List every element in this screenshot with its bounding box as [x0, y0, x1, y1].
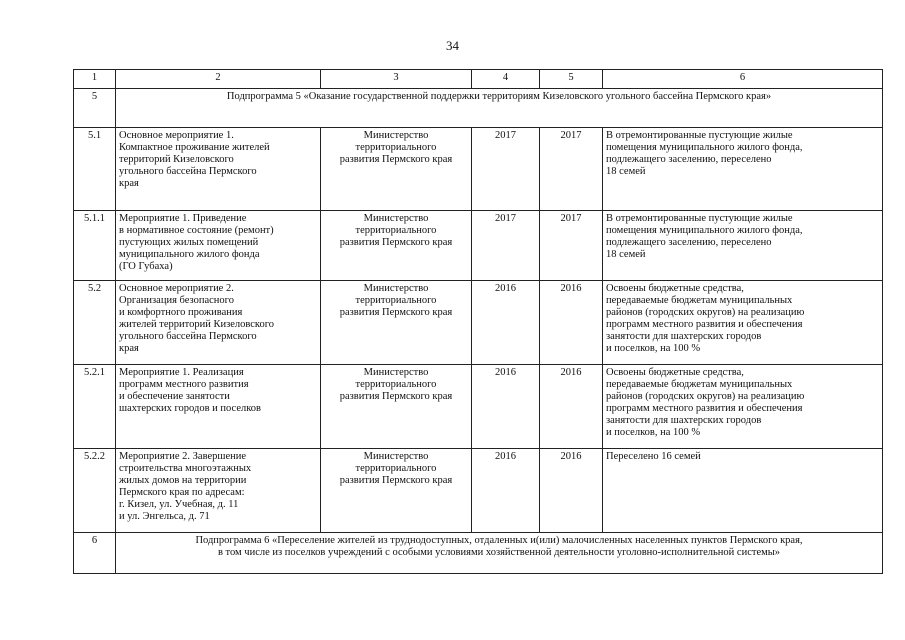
subprogram-5-row — [74, 89, 883, 128]
executor: Министерство территориального развития Пермского края — [321, 365, 472, 449]
activity-name: Основное мероприятие 1. Компактное проживание жителей территорий Кизеловского угольного бассейна Пермского края — [116, 128, 321, 211]
row-number: 5.2.2 — [74, 449, 116, 533]
end-year: 2016 — [540, 281, 603, 365]
start-year: 2017 — [472, 211, 540, 281]
executor: Министерство территориального развития Пермского края — [321, 449, 472, 533]
row-number: 5.1.1 — [74, 211, 116, 281]
executor: Министерство территориального развития Пермского края — [321, 281, 472, 365]
activity-name: Мероприятие 1. Реализация программ местного развития и обеспечение занятости шахтерских городов и поселков — [116, 365, 321, 449]
column-header: 2 — [116, 70, 321, 89]
column-header: 5 — [540, 70, 603, 89]
end-year: 2017 — [540, 128, 603, 211]
executor: Министерство территориального развития Пермского края — [321, 128, 472, 211]
table-row — [74, 211, 883, 281]
start-year: 2016 — [472, 365, 540, 449]
column-number-row — [74, 70, 883, 89]
table-row — [74, 365, 883, 449]
column-header: 4 — [472, 70, 540, 89]
subprogram-number: 6 — [74, 533, 116, 574]
column-header: 1 — [74, 70, 116, 89]
end-year: 2016 — [540, 449, 603, 533]
activity-name: Мероприятие 1. Приведение в нормативное состояние (ремонт) пустующих жилых помещений муниципального жилого фонда (ГО Губаха) — [116, 211, 321, 281]
expected-result: Освоены бюджетные средства, передаваемые бюджетам муниципальных районов (городских округов) на реализацию программ местного развития и обеспечения занятости для шахтерских городов и поселков, на 100 % — [603, 281, 883, 365]
end-year: 2016 — [540, 365, 603, 449]
activity-name: Мероприятие 2. Завершение строительства многоэтажных жилых домов на территории Пермского края по адресам: г. Кизел, ул. Учебная, д. 11 и ул. Энгельса, д. 71 — [116, 449, 321, 533]
row-number: 5.2.1 — [74, 365, 116, 449]
subprogram-title: Подпрограмма 6 «Переселение жителей из труднодоступных, отдаленных и(или) малочисленных населенных пунктов Пермского края, в том числе из поселков учреждений с особыми условиями хозяйственной деятельности уголовно-исполнительной системы» — [116, 533, 883, 574]
column-header: 3 — [321, 70, 472, 89]
end-year: 2017 — [540, 211, 603, 281]
row-number: 5.1 — [74, 128, 116, 211]
table-row — [74, 281, 883, 365]
expected-result: Переселено 16 семей — [603, 449, 883, 533]
program-table — [73, 69, 883, 574]
executor: Министерство территориального развития Пермского края — [321, 211, 472, 281]
expected-result: В отремонтированные пустующие жилые помещения муниципального жилого фонда, подлежащего заселению, переселено 18 семей — [603, 128, 883, 211]
column-header: 6 — [603, 70, 883, 89]
table-row — [74, 128, 883, 211]
start-year: 2017 — [472, 128, 540, 211]
activity-name: Основное мероприятие 2. Организация безопасного и комфортного проживания жителей территорий Кизеловского угольного бассейна Пермского края — [116, 281, 321, 365]
subprogram-number: 5 — [74, 89, 116, 128]
table-row — [74, 449, 883, 533]
subprogram-title: Подпрограмма 5 «Оказание государственной поддержки территориям Кизеловского угольного бассейна Пермского края» — [116, 89, 883, 128]
row-number: 5.2 — [74, 281, 116, 365]
start-year: 2016 — [472, 281, 540, 365]
expected-result: Освоены бюджетные средства, передаваемые бюджетам муниципальных районов (городских округов) на реализацию программ местного развития и обеспечения занятости для шахтерских городов и поселков, на 100 % — [603, 365, 883, 449]
start-year: 2016 — [472, 449, 540, 533]
page-number: 34 — [446, 38, 459, 53]
subprogram-6-row — [74, 533, 883, 574]
expected-result: В отремонтированные пустующие жилые помещения муниципального жилого фонда, подлежащего заселению, переселено 18 семей — [603, 211, 883, 281]
